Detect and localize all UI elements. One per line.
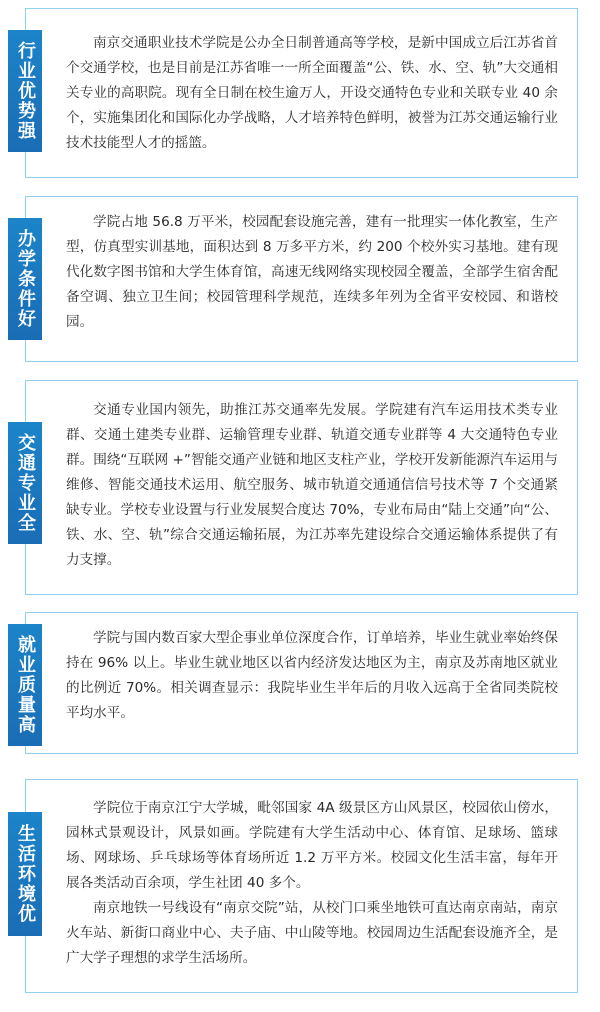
section-paragraph: 南京交通职业技术学院是公办全日制普通高等学校，是新中国成立后江苏省首个交通学校，也是目前是江苏省唯一一所全面覆盖“公、铁、水、空、轨”大交通相关专业的高职院。现有全日制在校生逾万人，开设交通特色专业和关联专业 40 余个，实施集团化和国际化办学战略，人才培养特色鲜明，被誉为江苏交通运输行业技术技能型人才的摇篮。: [66, 35, 558, 151]
section-title: 行业优势强: [15, 41, 36, 141]
section-body-conditions: [66, 210, 558, 335]
section-tab-environment: [8, 812, 42, 936]
section-title: 就业质量高: [15, 635, 36, 735]
section-tab-employment: [8, 624, 42, 746]
section-body-majors: [66, 398, 558, 573]
section-paragraph: 南京地铁一号线设有“南京交院”站，从校门口乘坐地铁可直达南京南站，南京火车站、新街口商业中心、夫子庙、中山陵等地。校园周边生活配套设施齐全，是广大学子理想的求学生活场所。: [66, 900, 558, 966]
section-body-employment: [66, 626, 558, 726]
section-tab-majors: [8, 422, 42, 544]
section-paragraph: 学院占地 56.8 万平米，校园配套设施完善，建有一批理实一体化教室，生产型，仿真型实训基地，面积达到 8 万多平方米，约 200 个校外实习基地。建有现代化数字图书馆和大学生体育馆，高速无线网络实现校园全覆盖，全部学生宿舍配备空调、独立卫生间；校园管理科学规范，连续多年列为全省平安校园、和谐校园。: [66, 214, 558, 330]
section-tab-conditions: [8, 218, 42, 340]
section-title: 生活环境优: [15, 824, 36, 924]
section-title: 办学条件好: [15, 229, 36, 329]
section-paragraph: 学院与国内数百家大型企事业单位深度合作，订单培养，毕业生就业率始终保持在 96% 以上。毕业生就业地区以省内经济发达地区为主，南京及苏南地区就业的比例近 70%。相关调查显示：我院毕业生半年后的月收入远高于全省同类院校平均水平。: [66, 630, 558, 721]
section-body-environment: [66, 796, 558, 971]
section-paragraph: 学院位于南京江宁大学城，毗邻国家 4A 级景区方山风景区，校园依山傍水，园林式景观设计，风景如画。学院建有大学生活动中心、体育馆、足球场、篮球场、网球场、乒乓球场等体育场所近 1.2 万平方米。校园文化生活丰富，每年开展各类活动百余项，学生社团 40 多个。: [66, 800, 558, 891]
section-title: 交通专业全: [15, 433, 36, 533]
section-body-industry: [66, 31, 558, 156]
section-paragraph: 交通专业国内领先，助推江苏交通率先发展。学院建有汽车运用技术类专业群、交通土建类专业群、运输管理专业群、轨道交通专业群等 4 大交通特色专业群。围绕“互联网 +”智能交通产业链和地区支柱产业，学校开发新能源汽车运用与维修、智能交通技术运用、航空服务、城市轨道交通通信信号技术等 7 个交通紧缺专业。学校专业设置与行业发展契合度达 70%，专业布局由“陆上交通”向“公、铁、水、空、轨”综合交通运输拓展，为江苏率先建设综合交通运输体系提供了有力支撑。: [66, 402, 558, 568]
section-tab-industry: [8, 30, 42, 152]
